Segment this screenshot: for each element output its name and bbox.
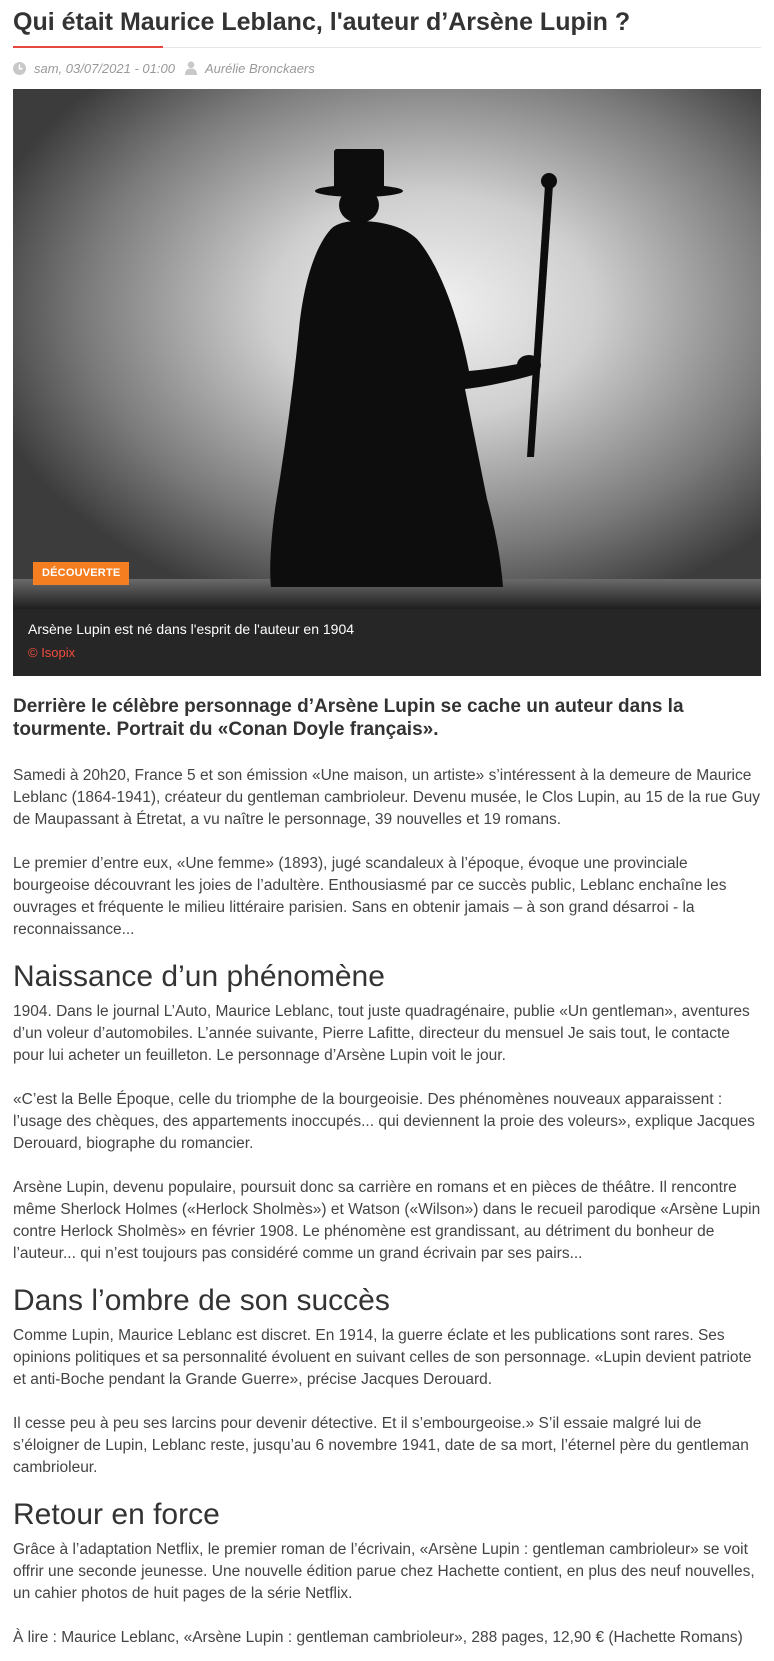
section-paragraph: Comme Lupin, Maurice Leblanc est discret. En 1914, la guerre éclate et les publications sont rares. Ses opinions politiques et sa personnalité évoluent en suivant celles de son personnage. «Lupin devient patriote et anti-Boche pendant la Grande Guerre», précise Jacques Derouard. [13,1327,752,1388]
section-heading: Dans l’ombre de son succès [13,1284,390,1317]
section-paragraph: Il cesse peu à peu ses larcins pour devenir détective. Et il s’embourgeoise.» S’il essaie malgré lui de s’éloigner de Lupin, Leblanc reste, jusqu’au 6 novembre 1941, date de sa mort, l’éternel père du gentleman cambrioleur. [13,1415,749,1476]
image-caption-box [13,609,761,676]
title-divider [13,47,761,48]
image-caption: Arsène Lupin est né dans l'esprit de l'auteur en 1904 [28,621,355,637]
section-heading: Naissance d’un phénomène [13,960,385,993]
user-icon [185,61,197,75]
image-credit: © Isopix [28,645,76,660]
intro-paragraph: Le premier d’entre eux, «Une femme» (1893), jugé scandaleux à l’époque, évoque une provinciale bourgeoise découvrant les joies de l’adultère. Enthousiasmé par ce succès public, Leblanc enchaîne les ouvrages et fréquente le milieu littéraire parisien. Sans en obtenir jamais – à son grand désarroi - la reconnaissance... [13,855,727,938]
section-paragraph: 1904. Dans le journal L’Auto, Maurice Leblanc, tout juste quadragénaire, publie «Un gentleman», aventures d’un voleur d’automobiles. L’année suivante, Pierre Lafitte, directeur du mensuel Je sais tout, le contacte pour lui acheter un feuilleton. Le personnage d’Arsène Lupin voit le jour. [13,1003,750,1064]
section-paragraph: À lire : Maurice Leblanc, «Arsène Lupin : gentleman cambrioleur», 288 pages, 12,90 € (Hachette Romans) [13,1629,743,1646]
article-meta [13,58,761,78]
category-badge[interactable]: DÉCOUVERTE [33,562,129,585]
hero-image[interactable] [13,89,761,676]
title-divider-accent [13,46,163,48]
section-heading: Retour en force [13,1498,220,1531]
article-title: Qui était Maurice Leblanc, l'auteur d’Arsène Lupin ? [13,8,631,36]
section-paragraph: «C’est la Belle Époque, celle du triomphe de la bourgeoisie. Des phénomènes nouveaux apparaissent : l’usage des chèques, des appartements inoccupés... qui deviennent la proie des voleurs», explique Jacques Derouard, biographe du romancier. [13,1091,755,1152]
article-date: sam, 03/07/2021 - 01:00 [34,60,175,76]
clock-icon [13,62,26,75]
section-paragraph: Arsène Lupin, devenu populaire, poursuit donc sa carrière en romans et en pièces de théâtre. Il rencontre même Sherlock Holmes («Herlock Sholmès») et Watson («Wilson») dans le recueil parodique «Arsène Lupin contre Herlock Sholmès» en février 1908. Le phénomène est grandissant, au détriment du bonheur de l’auteur... qui n’est toujours pas considéré comme un grand écrivain par ses pairs... [13,1179,761,1262]
hero-figure [13,89,761,676]
section-paragraph: Grâce à l’adaptation Netflix, le premier roman de l’écrivain, «Arsène Lupin : gentleman cambrioleur» se voit offrir une seconde jeunesse. Une nouvelle édition parue chez Hachette contient, en plus des neuf nouvelles, un cahier photos de huit pages de la série Netflix. [13,1541,755,1602]
article-author[interactable]: Aurélie Bronckaers [204,60,315,76]
intro-paragraph: Samedi à 20h20, France 5 et son émission «Une maison, un artiste» s’intéressent à la demeure de Maurice Leblanc (1864-1941), créateur du gentleman cambrioleur. Devenu musée, le Clos Lupin, au 15 de la rue Guy de Maupassant à Étretat, a vu naître le personnage, 39 nouvelles et 19 romans. [13,767,761,828]
article-lead: Derrière le célèbre personnage d’Arsène Lupin se cache un auteur dans la tourmente. Portrait du «Conan Doyle français». [13,696,684,740]
